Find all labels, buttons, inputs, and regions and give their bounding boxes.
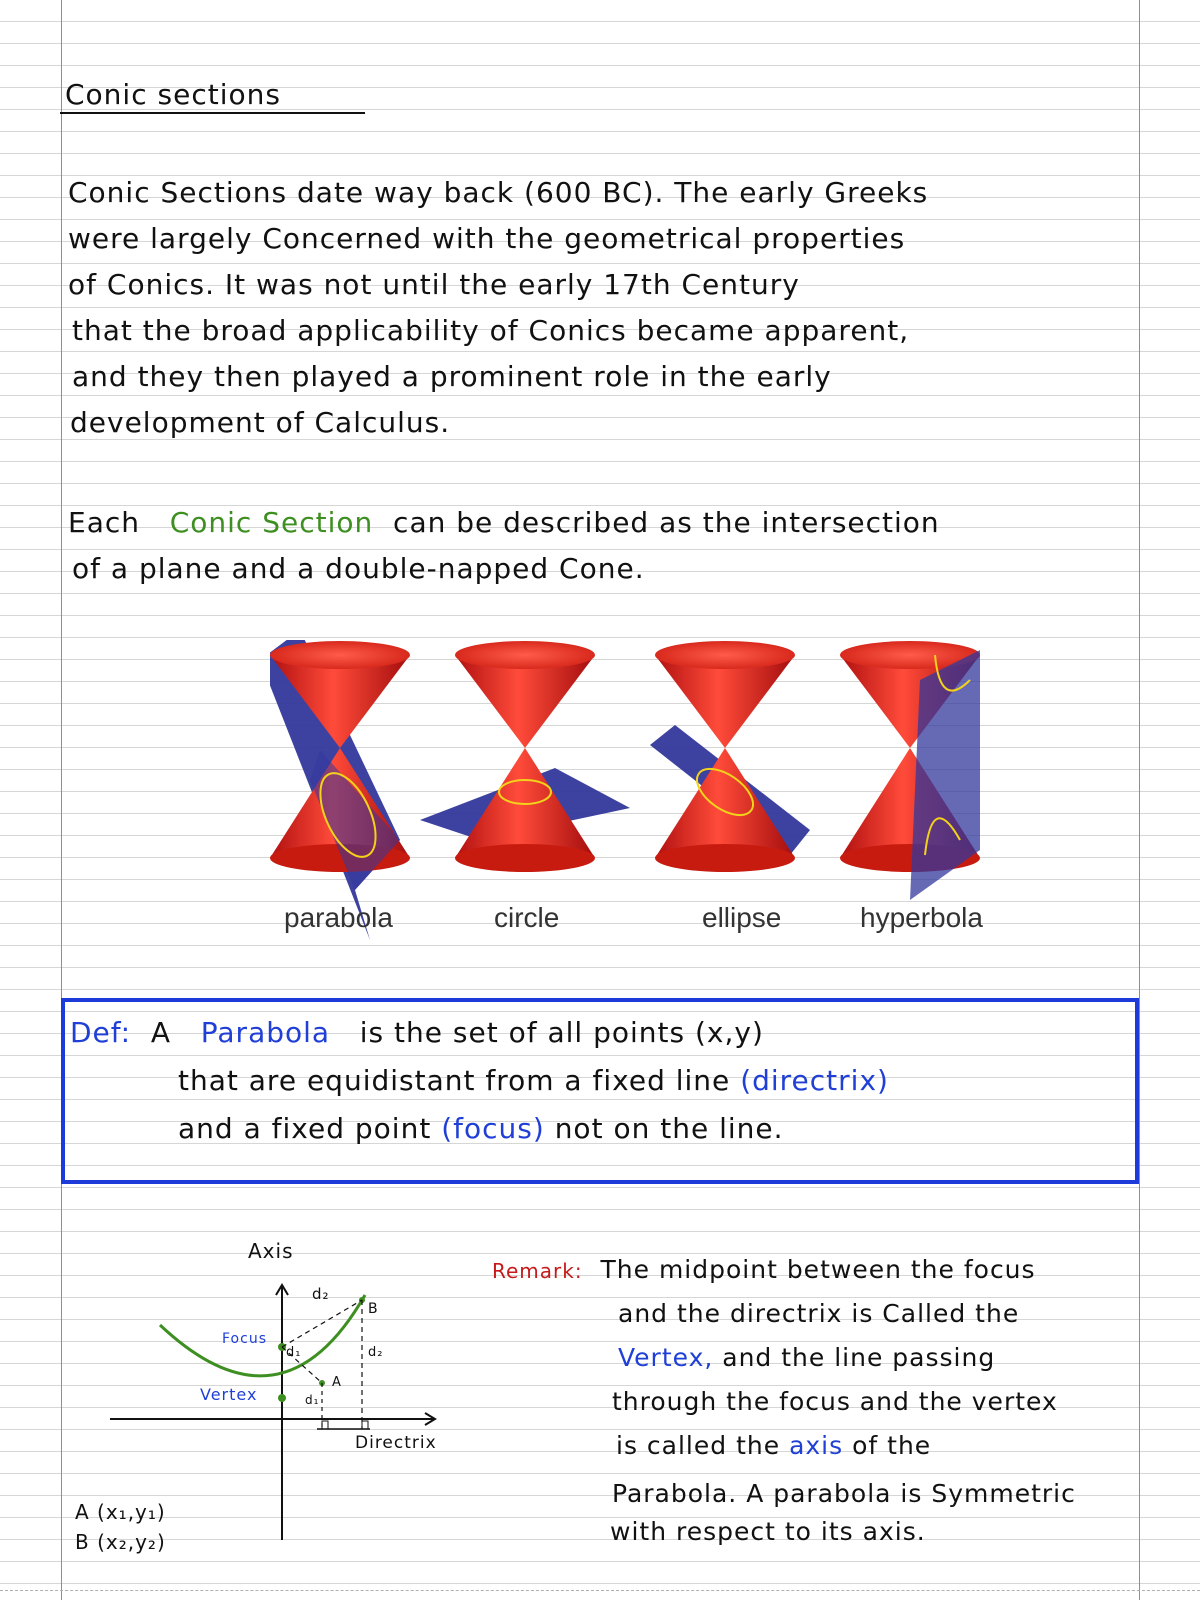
def-line-1-rest: is the set of all points (x,y) <box>359 1016 764 1049</box>
parabola-cone <box>270 640 410 940</box>
def-label: Def: <box>70 1016 132 1049</box>
hyperbola-cone <box>840 641 980 900</box>
remark-line-5-b: of the <box>852 1431 932 1460</box>
coordinate-b: B (x₂,y₂) <box>75 1530 166 1554</box>
label-hyperbola: hyperbola <box>860 902 983 933</box>
d2-label-right: d₂ <box>368 1345 384 1360</box>
label-circle: circle <box>494 902 560 933</box>
parabola-term: Parabola <box>200 1016 331 1049</box>
directrix-term: (directrix) <box>740 1064 889 1097</box>
remark-line-6: Parabola. A parabola is Symmetric <box>612 1479 1076 1508</box>
def-line-3-rest: not on the line. <box>554 1112 784 1145</box>
d2-label-top: d₂ <box>312 1285 330 1303</box>
remark-line-1-text: The midpoint between the focus <box>600 1255 1036 1284</box>
vertex-term: Vertex, <box>618 1343 714 1372</box>
label-parabola: parabola <box>284 902 393 933</box>
focus-term: (focus) <box>441 1112 545 1145</box>
remark-line-5 <box>616 1424 931 1468</box>
title-underline <box>60 112 365 114</box>
d1-label-lower: d₁ <box>305 1393 320 1407</box>
point-a-label: A <box>332 1375 342 1390</box>
remark-label: Remark: <box>492 1259 583 1283</box>
circle-cone <box>420 641 630 872</box>
focus-label: Focus <box>222 1331 267 1347</box>
conic-description-line-1 <box>68 500 940 546</box>
remark-line-3 <box>618 1336 995 1380</box>
d1-label-upper: d₁ <box>286 1345 302 1360</box>
remark-line-5-a: is called the <box>616 1431 781 1460</box>
def-line-3 <box>178 1106 784 1152</box>
intro-line-2: were largely Concerned with the geometrical properties <box>68 222 906 255</box>
point-b-label: B <box>368 1301 379 1317</box>
intro-line-6: development of Calculus. <box>70 406 451 439</box>
left-margin-line <box>61 0 62 1600</box>
conic-sections-figure <box>270 640 990 970</box>
axis-term: axis <box>789 1431 844 1460</box>
conic-section-term: Conic Section <box>169 506 374 539</box>
right-margin-line <box>1139 0 1140 1600</box>
ellipse-cone <box>650 641 810 872</box>
remark-line-2: and the directrix is Called the <box>618 1299 1020 1328</box>
def-line-1 <box>70 1010 764 1056</box>
conic-description-line-2: of a plane and a double-napped Cone. <box>72 552 645 585</box>
remark-line-4: through the focus and the vertex <box>612 1387 1058 1416</box>
intro-line-1: Conic Sections date way back (600 BC). The early Greeks <box>68 176 929 209</box>
vertex-label: Vertex <box>200 1385 258 1404</box>
label-ellipse: ellipse <box>702 902 782 933</box>
coordinate-a: A (x₁,y₁) <box>75 1500 166 1524</box>
conic-description-rest: can be described as the intersection <box>393 506 940 539</box>
def-article: A <box>150 1016 172 1049</box>
def-line-2 <box>178 1058 889 1104</box>
page-title: Conic sections <box>65 78 281 111</box>
axis-label: Axis <box>248 1239 294 1263</box>
each-word: Each <box>68 506 140 539</box>
def-line-2-text: that are equidistant from a fixed line <box>178 1064 731 1097</box>
intro-line-3: of Conics. It was not until the early 17th Century <box>68 268 800 301</box>
remark-line-7: with respect to its axis. <box>610 1517 926 1546</box>
page-bottom-dashed-line <box>0 1590 1200 1591</box>
parabola-diagram <box>75 1239 500 1565</box>
remark-line-1 <box>492 1248 1036 1293</box>
intro-line-4: that the broad applicability of Conics became apparent, <box>72 314 910 347</box>
remark-line-3-rest: and the line passing <box>722 1343 996 1372</box>
intro-line-5: and they then played a prominent role in the early <box>72 360 832 393</box>
def-line-3-text: and a fixed point <box>178 1112 432 1145</box>
directrix-label: Directrix <box>355 1433 437 1453</box>
